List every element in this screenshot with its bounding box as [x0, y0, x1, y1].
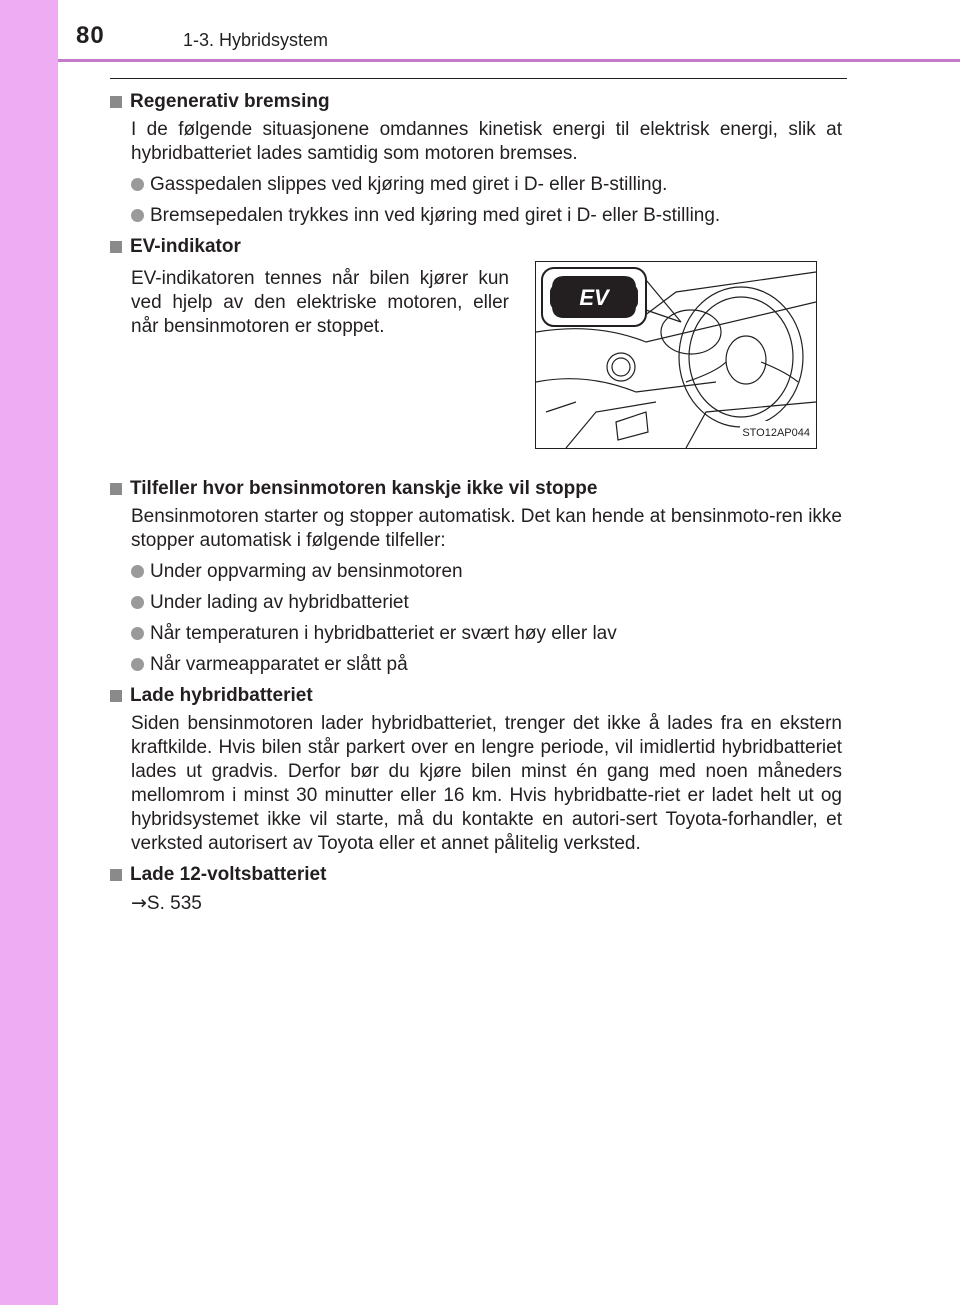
heading-regenerative-braking: Regenerativ bremsing	[110, 90, 842, 114]
round-bullet-icon	[131, 178, 144, 191]
page-reference-link[interactable]: S. 535	[146, 893, 202, 914]
heading-ev-indicator: EV-indikator	[110, 235, 842, 259]
ev-indicator-illustration	[535, 261, 817, 449]
list-item: Under lading av hybridbatteriet	[131, 591, 842, 615]
paragraph-engine-stop-cases: Bensinmotoren starter og stopper automatisk. Det kan hende at bensinmoto-ren ikke stopper automatisk i følgende tilfeller:	[131, 506, 842, 551]
list-item: Når temperaturen i hybridbatteriet er svært høy eller lav	[131, 622, 842, 646]
list-item: Under oppvarming av bensinmotoren	[131, 560, 842, 584]
square-bullet-icon	[110, 483, 122, 495]
arrow-right-icon: →	[131, 892, 147, 914]
ev-section	[110, 259, 842, 477]
list-item: Bremsepedalen trykkes inn ved kjøring med giret i D- eller B-stilling.	[131, 204, 842, 228]
square-bullet-icon	[110, 690, 122, 702]
round-bullet-icon	[131, 627, 144, 640]
page-number: 80	[76, 22, 105, 49]
heading-engine-stop-cases: Tilfeller hvor bensinmotoren kanskje ikke vil stoppe	[110, 477, 842, 501]
side-color-band	[0, 0, 58, 1305]
square-bullet-icon	[110, 96, 122, 108]
ev-badge-text: EV	[579, 285, 609, 310]
paragraph-charge-hybrid-battery: Siden bensinmotoren lader hybridbatteriet, trenger det ikke å lades fra en ekstern kraftkilde. Hvis bilen står parkert over en lengre periode, vil imidlertid hybridbatteriet lades ut gradvis. Derfor bør du kjøre bilen minst én gang med noen måneders mellomrom i minst 30 minutter eller 16 km. Hvis hybridbatte-riet er ladet helt ut og hybridsystemet ikke vil starte, må du kontakte en autori-sert Toyota-forhandler, et verksted autorisert av Toyota eller et annet pålitelig verksted.	[131, 713, 842, 854]
header-divider	[58, 59, 960, 62]
section-title: 1-3. Hybridsystem	[183, 30, 329, 50]
figure-label: STO12AP044	[740, 421, 812, 445]
paragraph-regenerative-braking: I de følgende situasjonene omdannes kinetisk energi til elektrisk energi, slik at hybridbatteriet lades samtidig som motoren bremses.	[131, 119, 842, 164]
round-bullet-icon	[131, 658, 144, 671]
square-bullet-icon	[110, 869, 122, 881]
paragraph-ev-indicator: EV-indikatoren tennes når bilen kjører kun ved hjelp av den elektriske motoren, eller når bensinmotoren er stoppet.	[131, 268, 509, 337]
page-content	[110, 90, 842, 916]
heading-charge-12v-battery: Lade 12-voltsbatteriet	[110, 863, 842, 887]
round-bullet-icon	[131, 209, 144, 222]
round-bullet-icon	[131, 565, 144, 578]
list-item: Når varmeapparatet er slått på	[131, 653, 842, 677]
list-item: Gasspedalen slippes ved kjøring med giret i D- eller B-stilling.	[131, 173, 842, 197]
heading-charge-hybrid-battery: Lade hybridbatteriet	[110, 684, 842, 708]
square-bullet-icon	[110, 241, 122, 253]
round-bullet-icon	[131, 596, 144, 609]
content-divider	[110, 78, 847, 79]
page-reference	[131, 891, 842, 916]
